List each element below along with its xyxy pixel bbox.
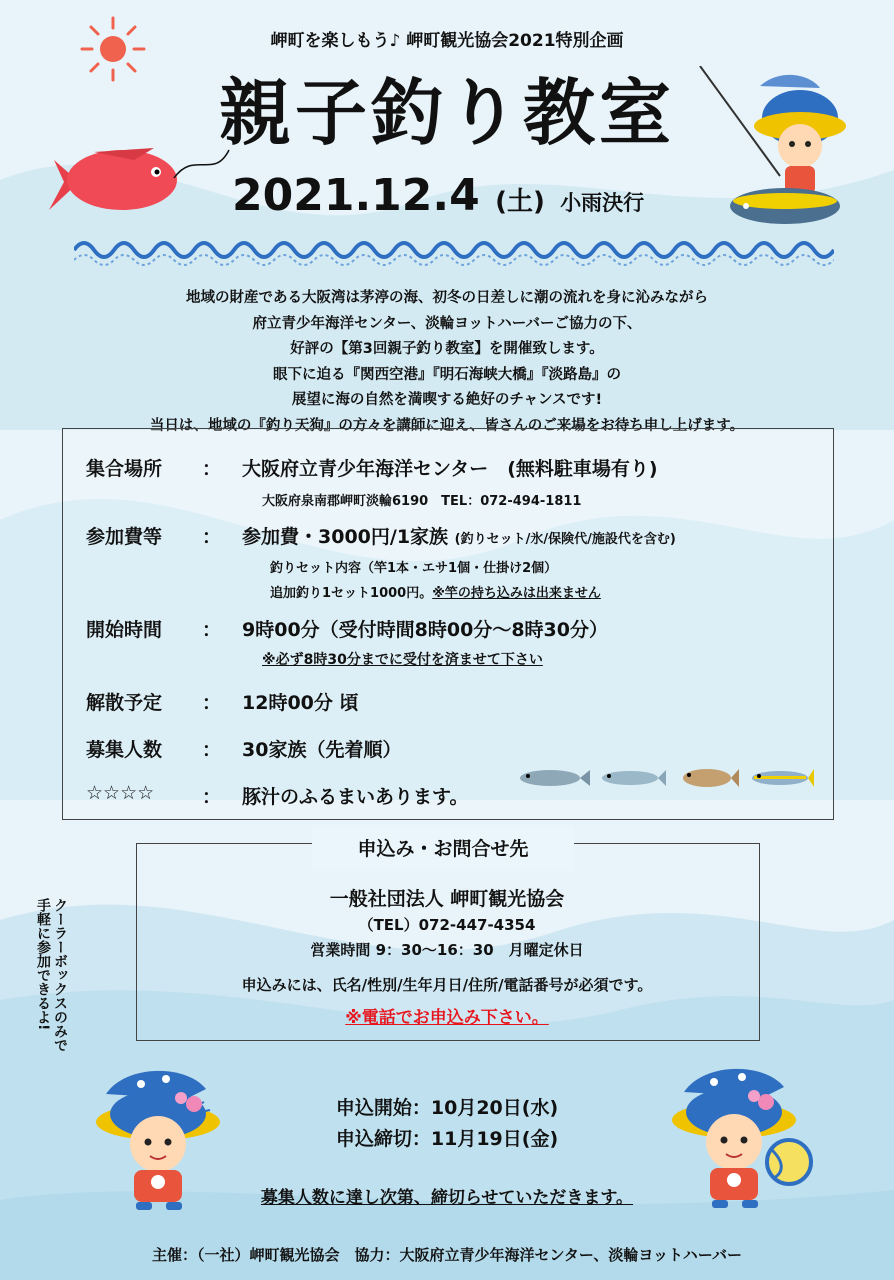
start-value: 9時00分（受付時間8時00分～8時30分） — [242, 619, 608, 641]
application-deadline: 申込締切：11月19日(金) — [335, 1128, 559, 1150]
contact-org: 一般社団法人 岬町観光協会 — [329, 888, 565, 910]
extra-label: ☆☆☆☆ — [86, 782, 155, 804]
start-note: ※必ず8時30分までに受付を済ませて下さい — [262, 652, 543, 668]
capacity-colon: ： — [202, 739, 222, 761]
contact-phone-only-warning: ※電話でお申込み下さい。 — [345, 1008, 549, 1028]
fee-includes: (釣りセット/氷/保険代/施設代を含む) — [454, 532, 676, 547]
fee-amount: 参加費・3000円/1家族 — [242, 526, 449, 548]
event-date — [232, 170, 644, 221]
event-title: 親子釣り教室 — [218, 71, 675, 155]
intro-line: 地域の財産である大阪湾は茅渟の海、初冬の日差しに潮の流れを身に沁みながら — [186, 290, 708, 306]
contact-required-info: 申込みには、氏名/性別/生年月日/住所/電話番号が必須です。 — [241, 976, 653, 994]
yellowtail-fish-icon — [752, 769, 814, 787]
fish-row — [514, 760, 814, 796]
intro-line: 当日は、地域の『釣り天狗』の方々を講師に迎え、皆さんのご来場をお待ち申し上げます。 — [149, 417, 745, 434]
intro-line: 好評の【第3回親子釣り教室】を開催致します。 — [290, 341, 604, 357]
event-date-value: 2021.12.4 — [232, 170, 480, 221]
wave-divider — [74, 228, 834, 268]
fee-rod-warning: ※竿の持ち込みは出来ません — [432, 586, 601, 601]
extra-colon: ： — [202, 786, 222, 808]
end-label: 解散予定 — [86, 692, 163, 714]
application-start: 申込開始：10月20日(水) — [335, 1097, 559, 1119]
venue-colon: ： — [202, 458, 222, 480]
start-colon: ： — [202, 619, 222, 641]
fee-extra-text: 追加釣り1セット1000円。 — [270, 586, 433, 601]
venue-label: 集合場所 — [86, 458, 163, 480]
fee-value — [242, 522, 676, 549]
end-value: 12時00分 頃 — [242, 692, 359, 714]
intro-line: 府立青少年海洋センター、淡輪ヨットハーバーご協力の下、 — [252, 315, 642, 332]
mackerel-fish-icon — [520, 770, 590, 786]
venue-address: 大阪府泉南郡岬町淡輪6190 TEL：072-494-1811 — [262, 494, 582, 509]
contact-title: 申込み・お問合せ先 — [312, 827, 574, 871]
capacity-value: 30家族（先着順） — [242, 739, 402, 761]
side-note-line-2: 手軽に参加できるよ! — [35, 898, 51, 1031]
intro-line: 展望に海の自然を満喫する絶好のチャンスです! — [291, 392, 603, 408]
contact-phone: （TEL）072-447-4354 — [358, 916, 536, 934]
horse-mackerel-fish-icon — [602, 770, 666, 786]
application-closing-note: 募集人数に達し次第、締切らせていただきます。 — [260, 1188, 634, 1208]
capacity-label: 募集人数 — [86, 739, 163, 761]
intro-line: 眼下に迫る『関西空港』『明石海峡大橋』『淡路島』の — [273, 366, 621, 383]
fee-label: 参加費等 — [86, 526, 163, 548]
rain-note: 小雨決行 — [560, 191, 645, 215]
intro-paragraph — [0, 286, 894, 439]
fee-set-contents: 釣りセット内容（竿1本・エサ1個・仕掛け2個） — [270, 561, 558, 576]
fee-colon: ： — [202, 526, 222, 548]
rockfish-fish-icon — [683, 769, 739, 787]
event-subtitle: 岬町を楽しもう♪ 岬町観光協会2021特別企画 — [270, 31, 624, 51]
footer-organizers: 主催：（一社）岬町観光協会 協力：大阪府立青少年海洋センター、淡輪ヨットハーバー — [152, 1246, 742, 1264]
contact-hours: 営業時間 9：30～16：30 月曜定休日 — [310, 941, 584, 959]
extra-value: 豚汁のふるまいあります。 — [242, 786, 469, 808]
end-colon: ： — [202, 692, 222, 714]
event-weekday: (土) — [495, 187, 545, 217]
start-label: 開始時間 — [86, 619, 163, 641]
side-note — [34, 898, 68, 1118]
side-note-line-1: クーラーボックスのみで — [52, 898, 68, 1052]
venue-value: 大阪府立青少年海洋センター (無料駐車場有り) — [242, 458, 658, 480]
fee-extra — [270, 582, 601, 601]
